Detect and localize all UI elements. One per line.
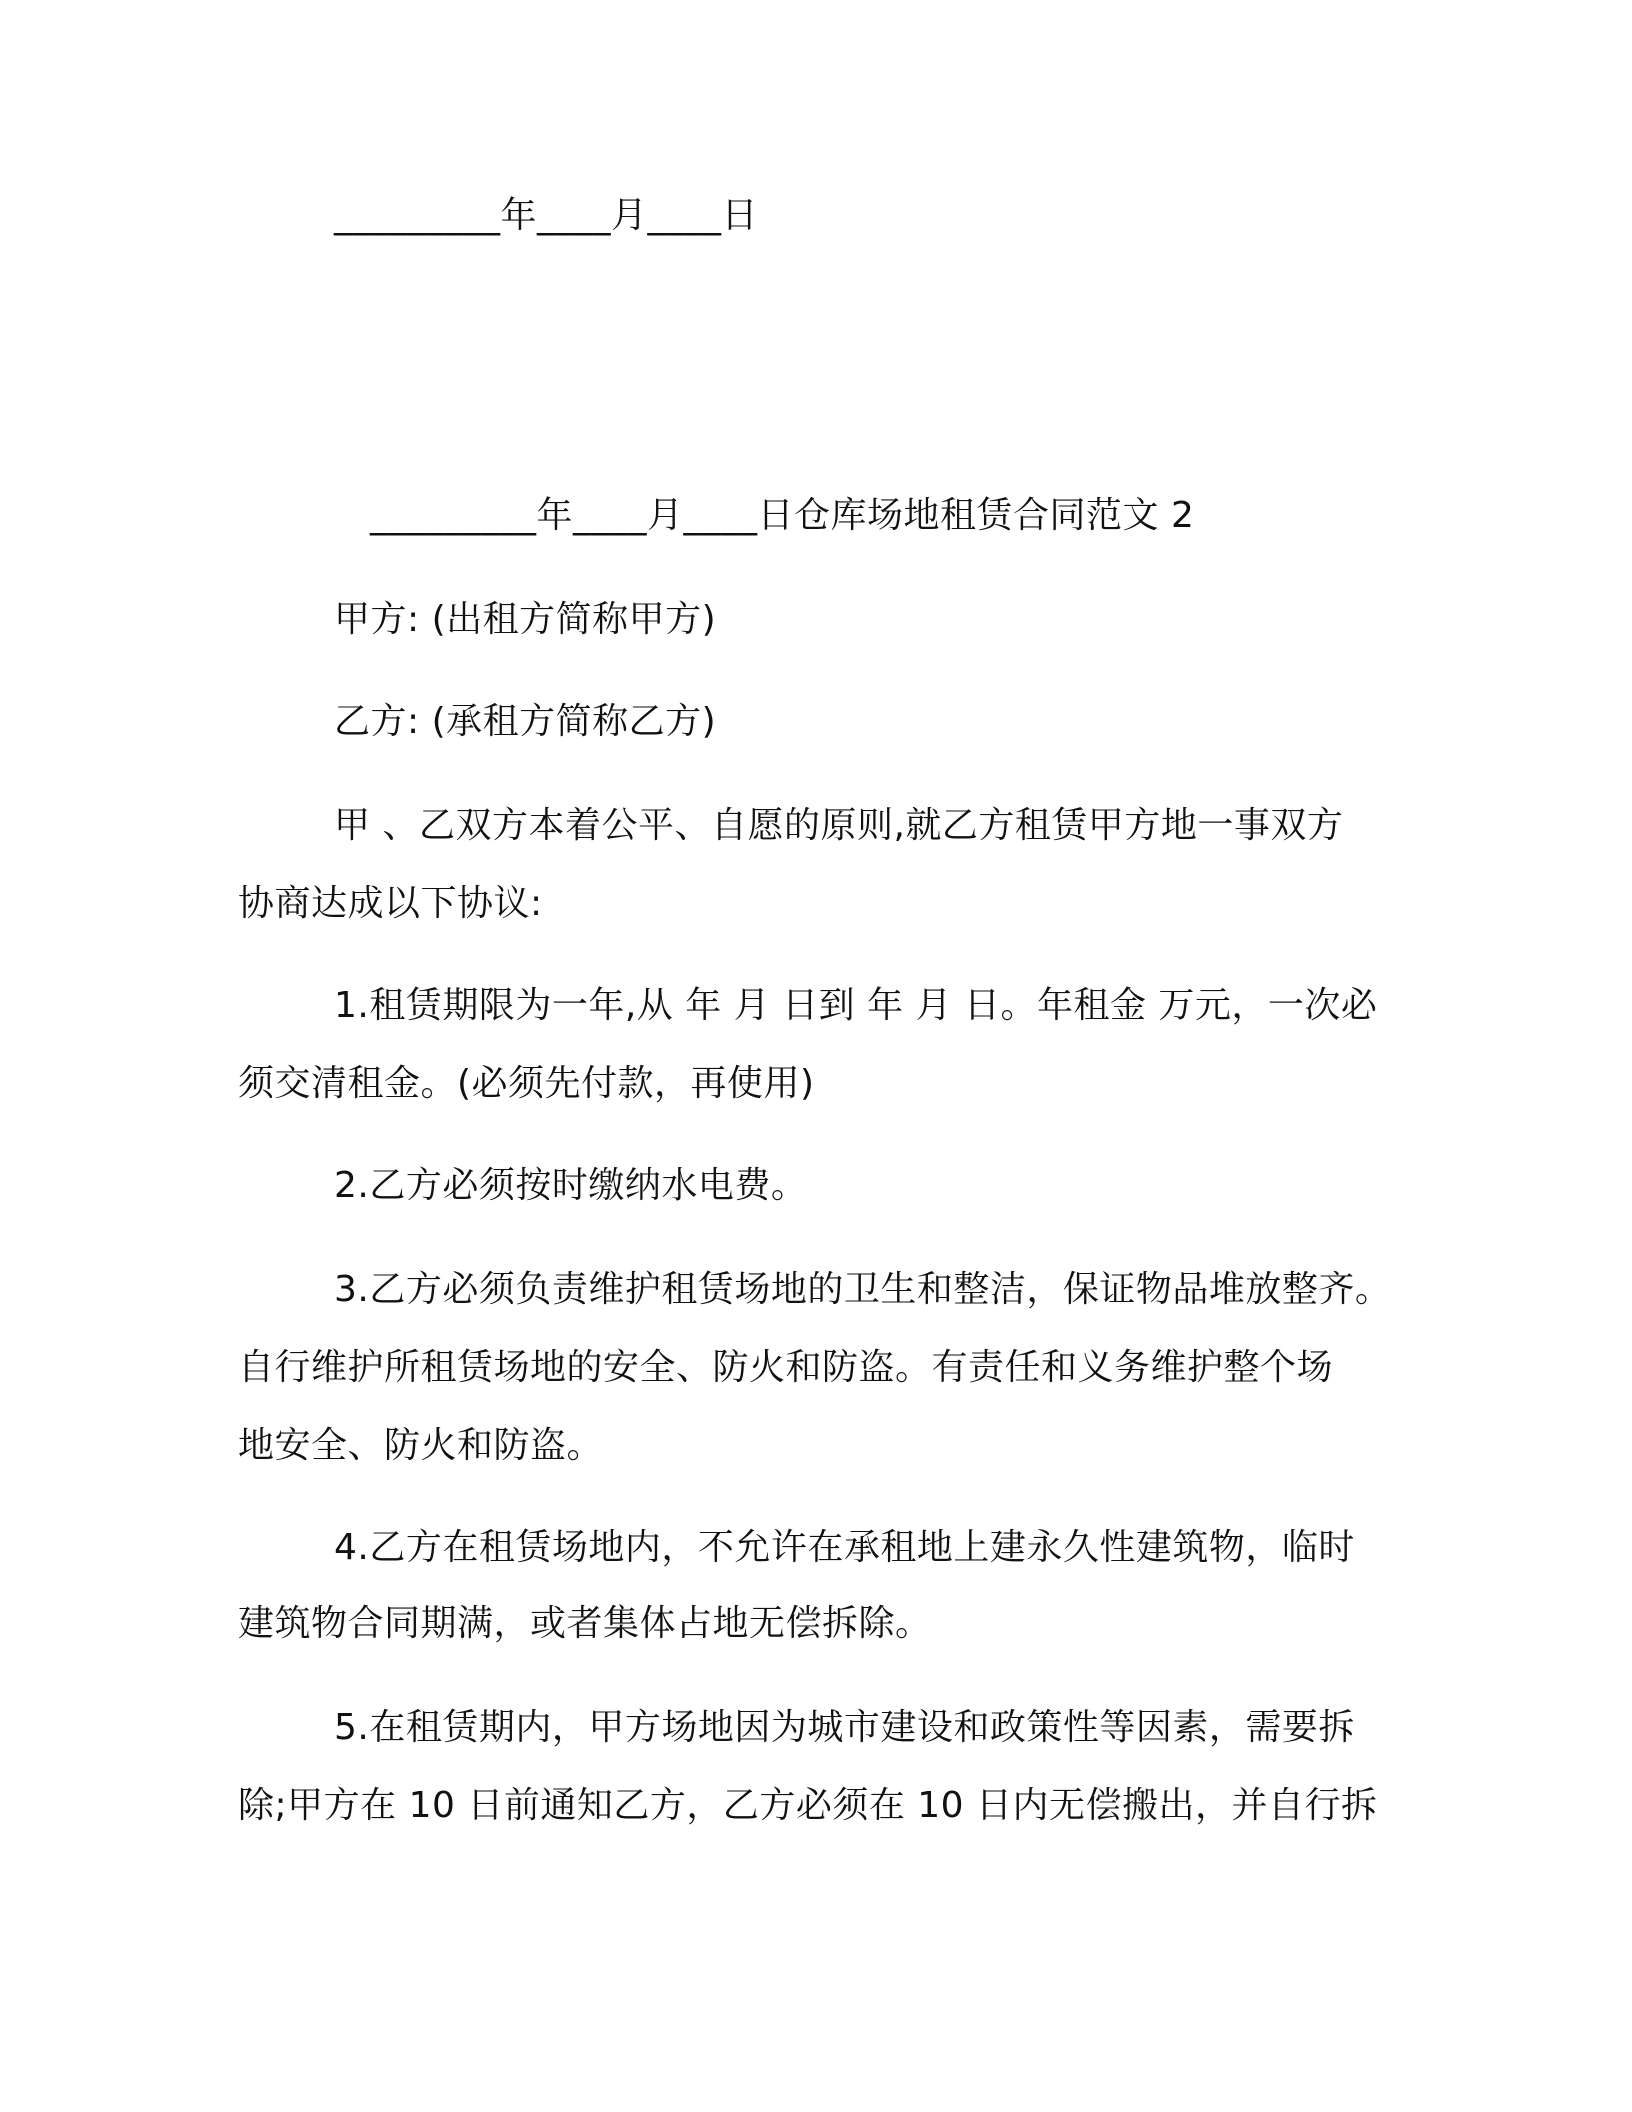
clause-5-line-1: 5.在租赁期内，甲方场地因为城市建设和政策性等因素，需要拆 bbox=[334, 1707, 1355, 1748]
intro-line-2: 协商达成以下协议: bbox=[238, 883, 543, 924]
clause-4-line-2: 建筑物合同期满，或者集体占地无偿拆除。 bbox=[238, 1603, 932, 1644]
clause-1-line-1: 1.租赁期限为一年,从 年 月 日到 年 月 日。年租金 万元，一次必 bbox=[334, 985, 1378, 1026]
clause-3-line-3: 地安全、防火和防盗。 bbox=[238, 1425, 604, 1466]
clause-5-line-2: 除;甲方在 10 日前通知乙方，乙方必须在 10 日内无偿搬出，并自行拆 bbox=[238, 1785, 1378, 1826]
date-line: _________年____月____日 bbox=[334, 195, 758, 236]
party-a-line: 甲方: (出租方简称甲方) bbox=[334, 599, 717, 640]
document-title: _________年____月____日仓库场地租赁合同范文 2 bbox=[370, 495, 1195, 536]
clause-4-line-1: 4.乙方在租赁场地内，不允许在承租地上建永久性建筑物，临时 bbox=[334, 1527, 1355, 1568]
clause-1-line-2: 须交清租金。(必须先付款，再使用) bbox=[238, 1063, 815, 1104]
intro-line-1: 甲 、乙双方本着公平、自愿的原则,就乙方租赁甲方地一事双方 bbox=[334, 805, 1344, 846]
party-b-line: 乙方: (承租方简称乙方) bbox=[334, 701, 717, 742]
clause-2-line-1: 2.乙方必须按时缴纳水电费。 bbox=[334, 1165, 808, 1206]
clause-3-line-2: 自行维护所租赁场地的安全、防火和防盗。有责任和义务维护整个场 bbox=[238, 1347, 1334, 1388]
clause-3-line-1: 3.乙方必须负责维护租赁场地的卫生和整洁，保证物品堆放整齐。 bbox=[334, 1269, 1392, 1310]
